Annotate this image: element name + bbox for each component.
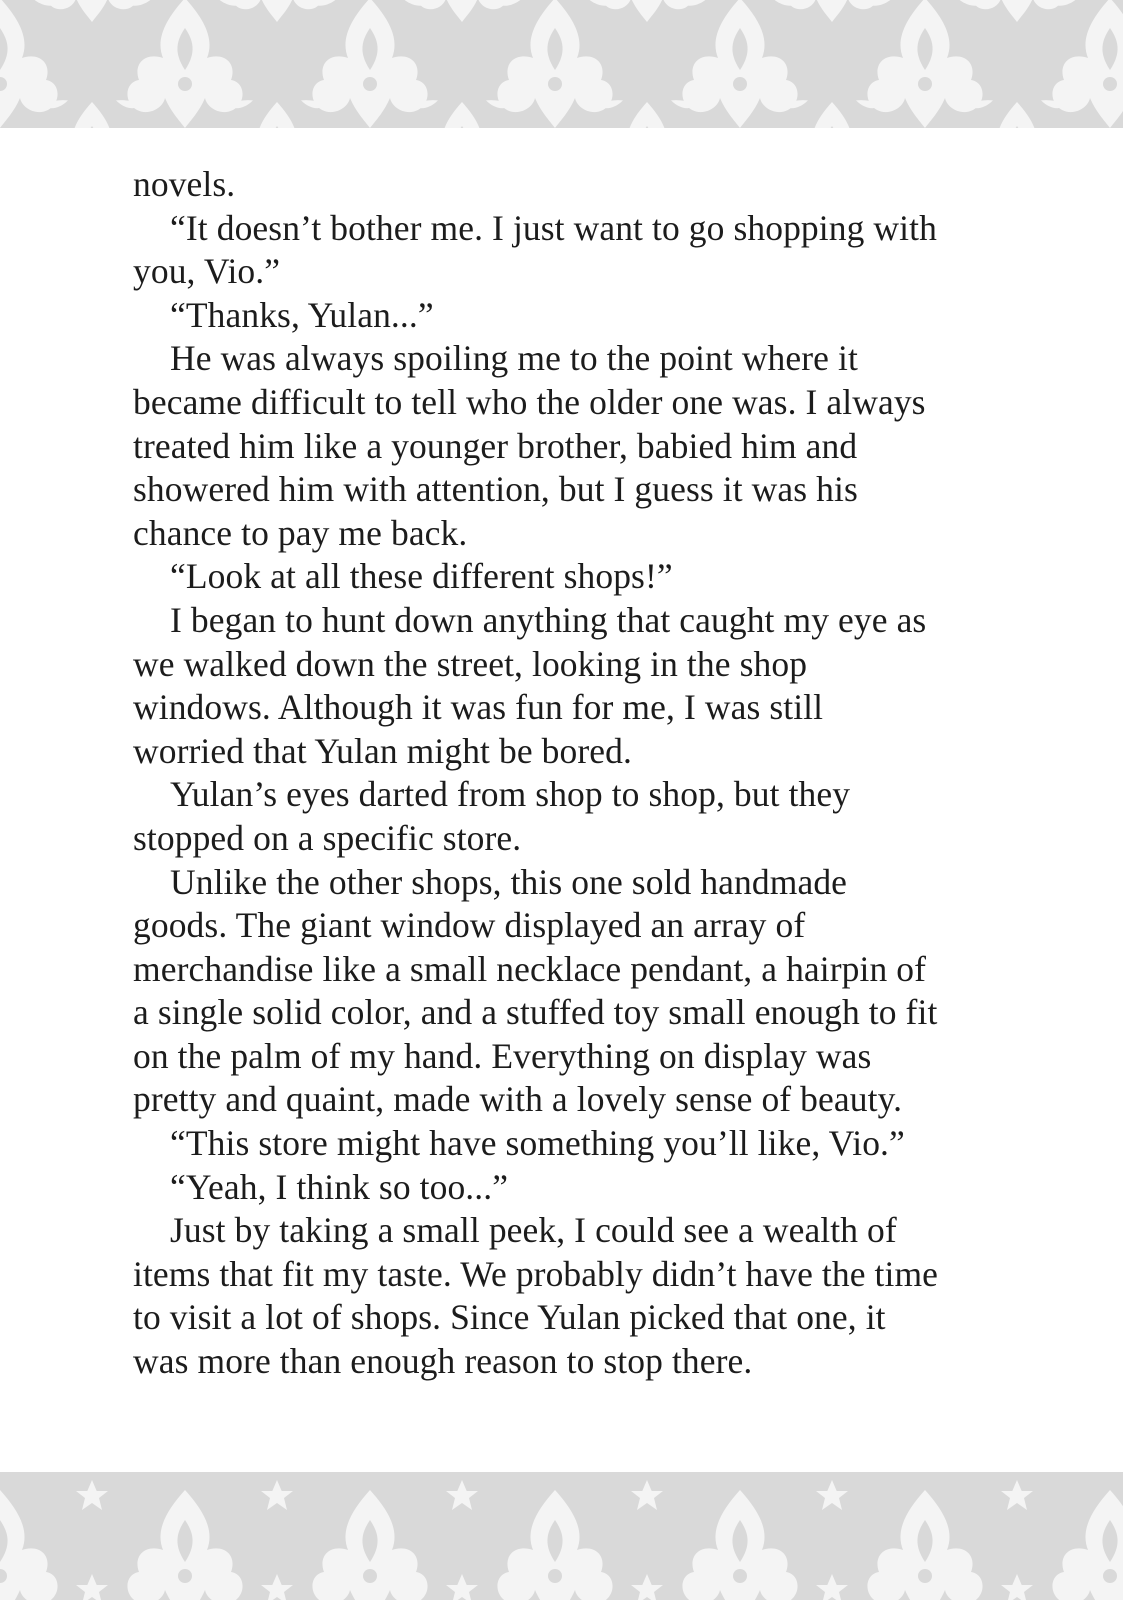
top-damask-border (0, 0, 1123, 128)
damask-pattern-bottom (0, 1472, 1123, 1600)
paragraph: “Look at all these different shops!” (170, 556, 673, 597)
paragraph: Just by taking a small peek, I could see a wealth of items that fit my taste. We probably didn’t have the time to visit a lot of shops. Since Yulan picked that one, it was more than enough reason to stop there. (133, 1210, 939, 1382)
paragraph: Yulan’s eyes darted from shop to shop, but they stopped on a specific store. (133, 774, 851, 858)
paragraph: “Thanks, Yulan...” (170, 294, 434, 335)
paragraph: Unlike the other shops, this one sold handmade goods. The giant window displayed an array of merchandise like a small necklace pendant, a hairpin of a single solid color, and a stuffed toy small enough to fit on the palm of my hand. Everything on display was pretty and quaint, made with a lovely sense of beauty. (133, 861, 938, 1120)
paragraph: novels. (133, 164, 236, 204)
paragraph: “It doesn’t bother me. I just want to go shopping with you, Vio.” (133, 207, 937, 292)
body-text (133, 163, 943, 1384)
paragraph: “Yeah, I think so too...” (170, 1166, 509, 1207)
bottom-damask-border (0, 1472, 1123, 1600)
paragraph: I began to hunt down anything that caught my eye as we walked down the street, looking in the shop windows. Although it was fun for me, I was still worried that Yulan might be bored. (133, 599, 927, 771)
paragraph: “This store might have something you’ll like, Vio.” (170, 1123, 905, 1164)
damask-pattern-top (0, 0, 1123, 128)
paragraph: He was always spoiling me to the point where it became difficult to tell who the older one was. I always treated him like a younger brother, babied him and showered him with attention, but I guess it was his chance to pay me back. (133, 338, 926, 553)
